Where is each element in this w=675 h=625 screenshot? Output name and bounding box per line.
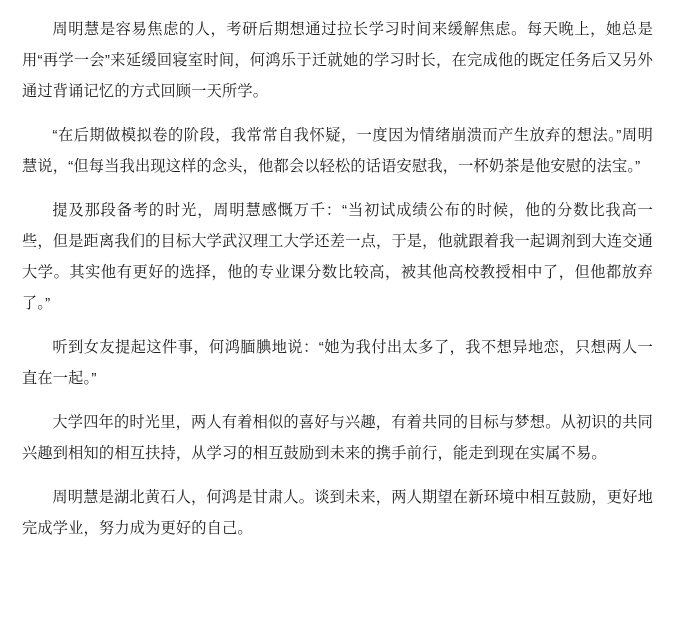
paragraph: 大学四年的时光里，两人有着相似的喜好与兴趣，有着共同的目标与梦想。从初识的共同兴趣到相知的相互扶持，从学习的相互鼓励到未来的携手前行，能走到现在实属不易。 — [22, 414, 653, 462]
paragraph: “在后期做模拟卷的阶段，我常常自我怀疑，一度因为情绪崩溃而产生放弃的想法。”周明慧说，“但每当我出现这样的念头，他都会以轻松的话语安慰我，一杯奶茶是他安慰的法宝。” — [22, 127, 653, 175]
paragraph: 周明慧是湖北黄石人，何鸿是甘肃人。谈到未来，两人期望在新环境中相互鼓励，更好地完成学业，努力成为更好的自己。 — [22, 489, 653, 537]
paragraph: 周明慧是容易焦虑的人，考研后期想通过拉长学习时间来缓解焦虑。每天晚上，她总是用“再学一会”来延缓回寝室时间，何鸿乐于迁就她的学习时长，在完成他的既定任务后又另外通过背诵记忆的方式回顾一天所学。 — [22, 21, 653, 100]
paragraph: 提及那段备考的时光，周明慧感慨万千：“当初试成绩公布的时候，他的分数比我高一些，但是距离我们的目标大学武汉理工大学还差一点，于是，他就跟着我一起调剂到大连交通大学。其实他有更好的选择，他的专业课分数比较高，被其他高校教授相中了，但他都放弃了。” — [22, 202, 653, 312]
paragraph: 听到女友提起这件事，何鸿腼腆地说：“她为我付出太多了，我不想异地恋，只想两人一直在一起。” — [22, 339, 653, 387]
